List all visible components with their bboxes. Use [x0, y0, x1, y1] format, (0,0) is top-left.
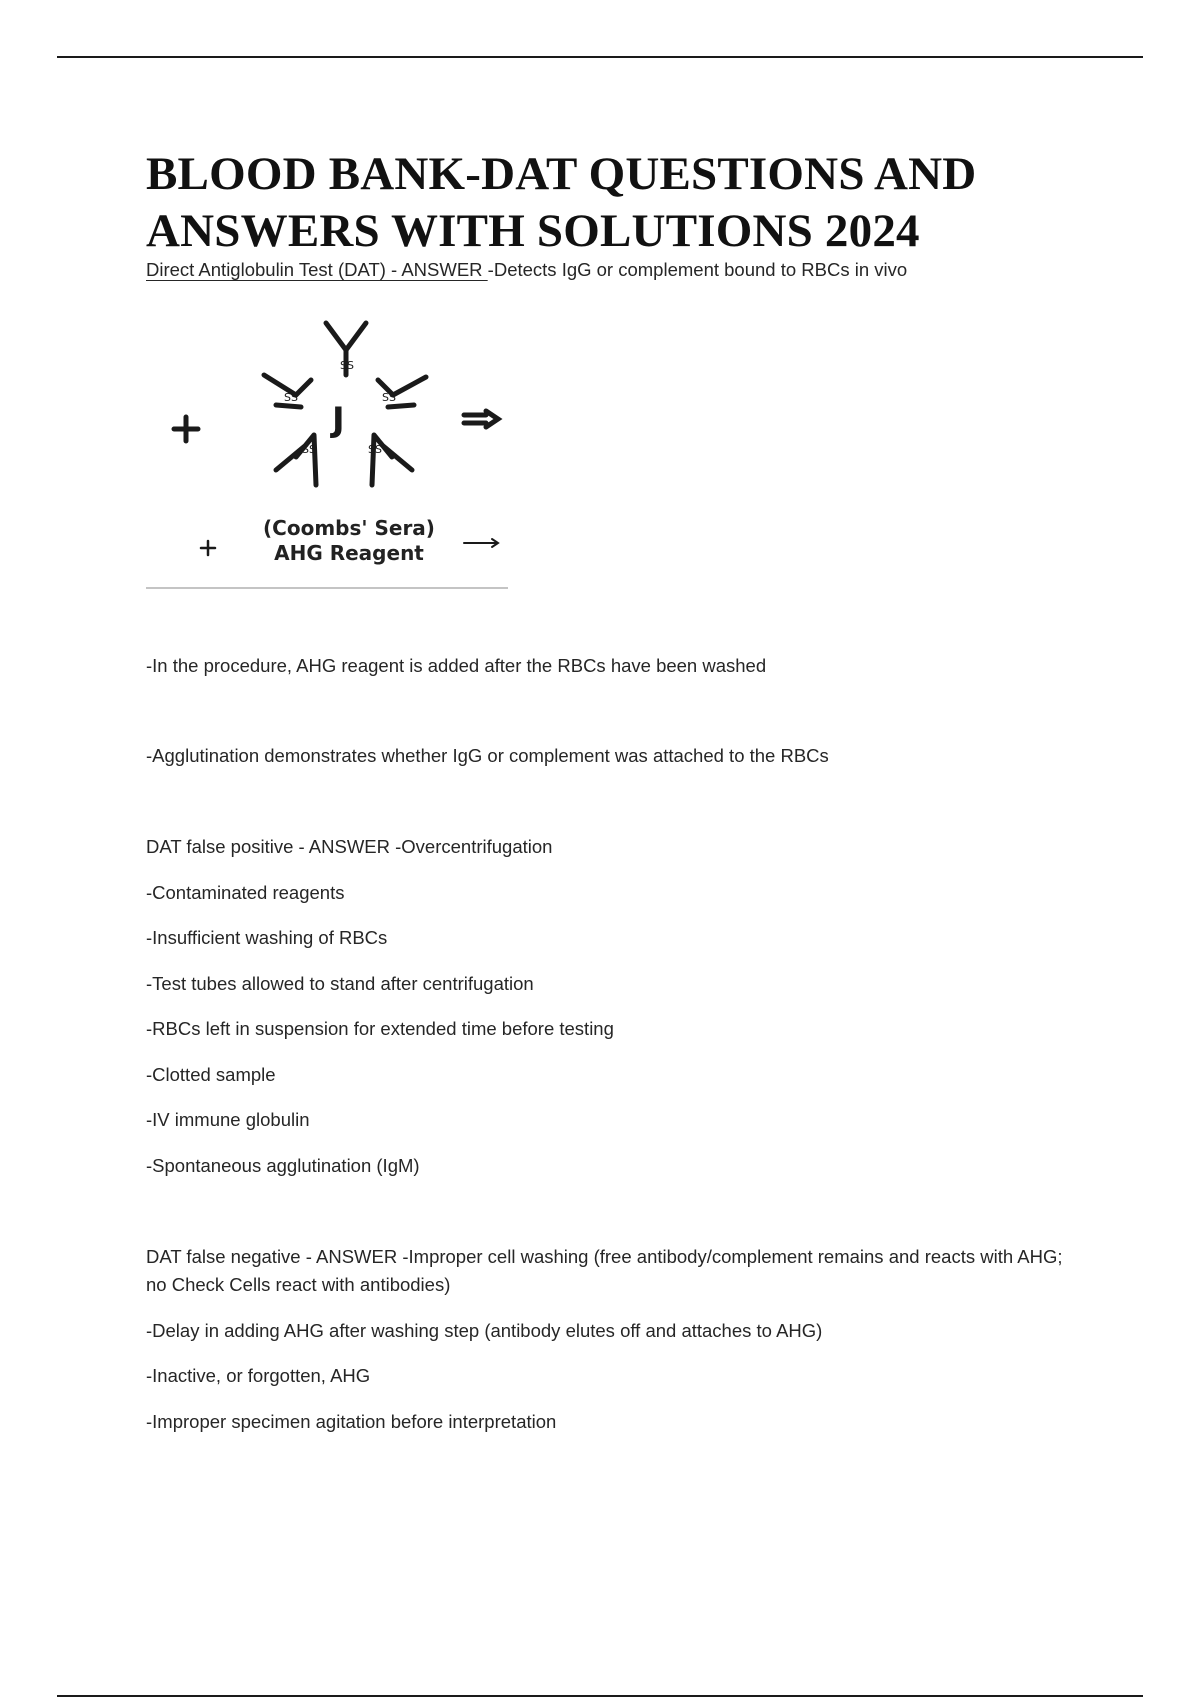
figure-caption-line2: AHG Reagent: [274, 541, 424, 565]
false-positive-item: -Insufficient washing of RBCs: [146, 927, 388, 948]
center-label: J: [332, 400, 345, 440]
figure-caption-line1: (Coombs' Sera): [263, 516, 435, 540]
document-title: BLOOD BANK-DAT QUESTIONS AND ANSWERS WITH SOLUTIONS 2024: [146, 148, 977, 257]
bond-label-right: SS: [382, 391, 396, 404]
qa-dat-definition: [146, 256, 907, 284]
false-negative-item: -Inactive, or forgotten, AHG: [146, 1365, 371, 1386]
question-term: Direct Antiglobulin Test (DAT) - ANSWER: [146, 259, 488, 280]
note-procedure: -In the procedure, AHG reagent is added after the RBCs have been washed: [146, 655, 767, 676]
bond-label-left: SS: [284, 391, 298, 404]
bond-label-lower-right: SS: [368, 443, 382, 456]
false-positive-item: -IV immune globulin: [146, 1109, 310, 1130]
false-negative-heading: DAT false negative - ANSWER -Improper cell washing (free antibody/complement remains and reacts with AHG; no Check Cells react with antibodies): [146, 1246, 1063, 1295]
false-negative-item: -Delay in adding AHG after washing step (antibody elutes off and attaches to AHG): [146, 1320, 823, 1341]
false-positive-item: -RBCs left in suspension for extended time before testing: [146, 1018, 614, 1039]
note-agglutination: -Agglutination demonstrates whether IgG or complement was attached to the RBCs: [146, 745, 829, 766]
false-negative-item: -Improper specimen agitation before interpretation: [146, 1411, 557, 1432]
false-positive-item: -Contaminated reagents: [146, 882, 345, 903]
false-positive-heading: DAT false positive - ANSWER -Overcentrifugation: [146, 836, 553, 857]
false-positive-item: -Spontaneous agglutination (IgM): [146, 1155, 420, 1176]
false-positive-item: -Test tubes allowed to stand after centrifugation: [146, 973, 534, 994]
ahg-reagent-diagram: [146, 295, 508, 590]
false-positive-item: -Clotted sample: [146, 1064, 276, 1085]
top-rule: [57, 56, 1143, 58]
bond-label-lower-left: SS: [302, 443, 316, 456]
bond-label-top: SS: [340, 359, 354, 372]
answer-text: -Detects IgG or complement bound to RBCs in vivo: [487, 259, 908, 280]
bottom-rule: [57, 1695, 1143, 1697]
